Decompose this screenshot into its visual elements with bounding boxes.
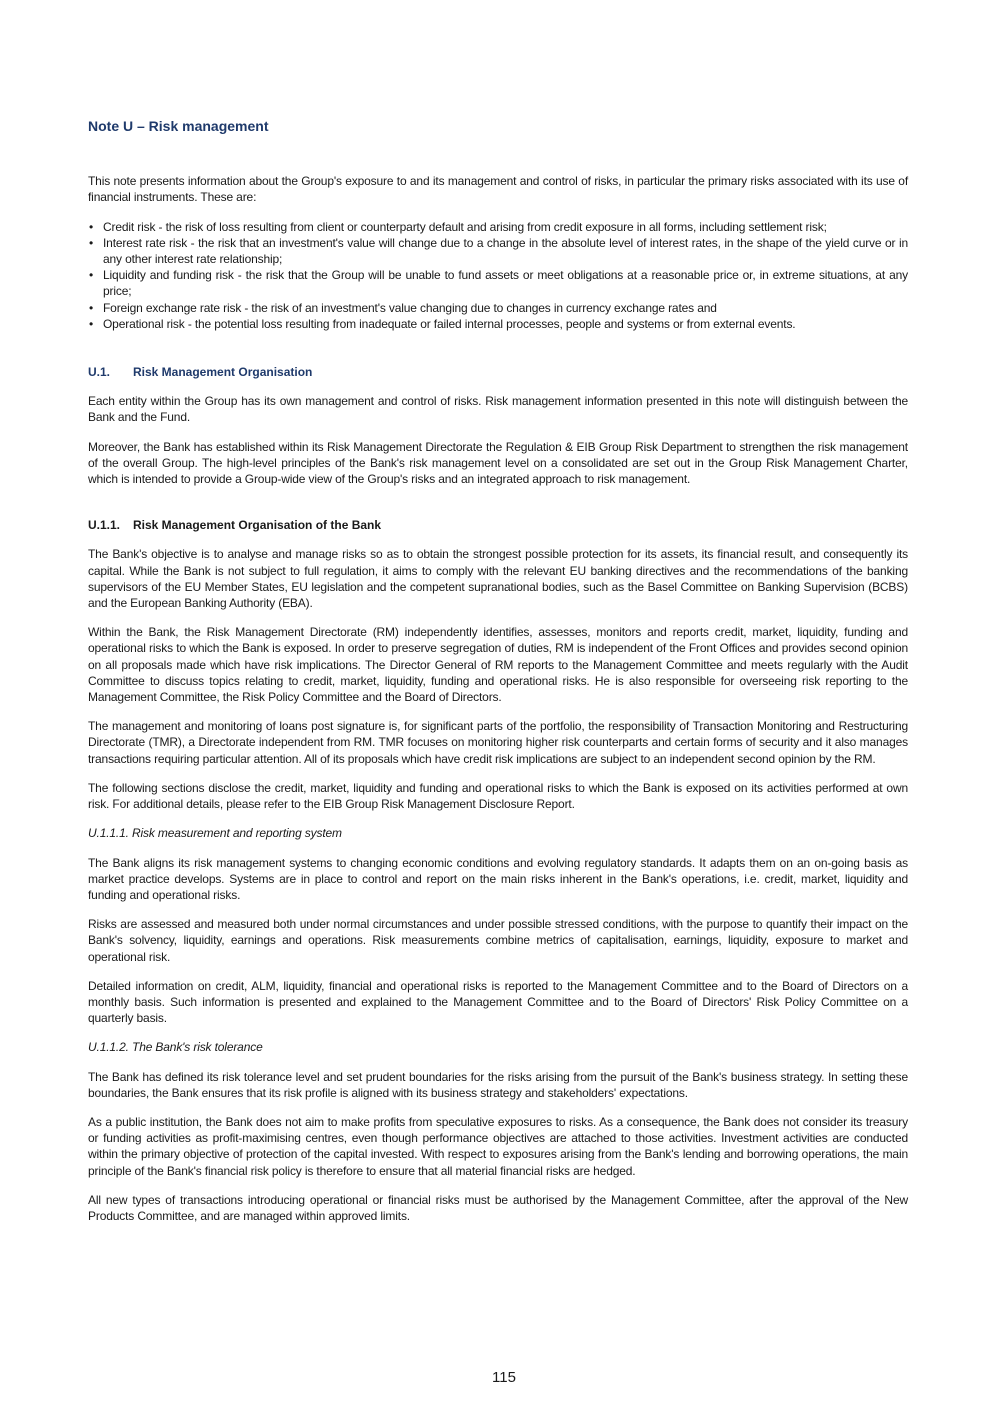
- page-number: 115: [492, 1369, 516, 1386]
- subsection-heading-u111: U.1.1.1. Risk measurement and reporting system: [88, 826, 342, 841]
- risk-list-item: • Credit risk - the risk of loss resulting from client or counterparty default and arising from credit exposure in all forms, including settlement risk;: [103, 219, 908, 235]
- section-number: U.1.1.: [88, 518, 121, 533]
- section-heading-u1: [88, 364, 908, 380]
- paragraph: The management and monitoring of loans post signature is, for significant parts of the portfolio, the responsibility of Transaction Monitoring and Restructuring Directorate (TMR), a Directorate independent from RM. TMR focuses on monitoring higher risk counterparts and certain forms of security and it also manages transactions requiring particular attention. All of its proposals which have credit risk implications are subject to an independent second opinion by the RM.: [88, 719, 908, 766]
- paragraph: Risks are assessed and measured both under normal circumstances and under possible stressed conditions, with the purpose to quantify their impact on the Bank's solvency, liquidity, earnings and operations. Risk measurements combine metrics of capitalisation, earnings, liquidity, exposure to market and operational risk.: [88, 917, 908, 964]
- section-number: U.1.: [88, 365, 111, 380]
- risk-list-item: • Operational risk - the potential loss resulting from inadequate or failed internal processes, people and systems or from external events.: [103, 316, 908, 332]
- paragraph: Moreover, the Bank has established within its Risk Management Directorate the Regulation & EIB Group Risk Department to strengthen the risk management of the overall Group. The high-level principles of the Bank's risk management level on a consolidated are set out in the Group Risk Management Charter, which is intended to provide a Group-wide view of the Group's risks and an integrated approach to risk management.: [88, 439, 908, 487]
- section-heading-u11: [88, 517, 908, 533]
- risk-list: [88, 219, 908, 332]
- paragraph: All new types of transactions introducing operational or financial risks must be authorised by the Management Committee, after the approval of the New Products Committee, and are managed within approved limits.: [88, 1192, 908, 1223]
- document-page: [88, 118, 908, 1237]
- risk-list-item: • Liquidity and funding risk - the risk that the Group will be unable to fund assets or meet obligations at a reasonable price or, in extreme situations, at any price;: [103, 267, 908, 299]
- paragraph: Within the Bank, the Risk Management Directorate (RM) independently identifies, assesses, monitors and reports credit, market, liquidity, funding and operational risks to which the Bank is exposed. In order to preserve segregation of duties, RM is independent of the Front Offices and provides second opinion on all proposals made which have risk implications. The Director General of RM reports to the Management Committee and meets regularly with the Audit Committee to discuss topics relating to credit, market, liquidity, funding and operational risks. He is also responsible for overseeing risk reporting to the Management Committee, the Risk Policy Committee and the Board of Directors.: [88, 625, 908, 705]
- intro-paragraph: This note presents information about the Group's exposure to and its management and control of risks, in particular the primary risks associated with its use of financial instruments. These are:: [88, 174, 908, 205]
- paragraph: The following sections disclose the credit, market, liquidity and funding and operational risks to which the Bank is exposed on its activities performed at own risk. For additional details, please refer to the EIB Group Risk Management Disclosure Report.: [88, 780, 908, 812]
- paragraph: Each entity within the Group has its own management and control of risks. Risk management information presented in this note will distinguish between the Bank and the Fund.: [88, 394, 908, 425]
- paragraph: The Bank aligns its risk management systems to changing economic conditions and evolving regulatory standards. It adapts them on an on-going basis as market practice develops. Systems are in place to control and report on the main risks inherent in the Bank's operations, i.e. credit, market, liquidity and funding and operational risks.: [88, 855, 908, 902]
- subsection-heading-u112: U.1.1.2. The Bank's risk tolerance: [88, 1040, 263, 1055]
- section-title: Risk Management Organisation of the Bank: [133, 518, 382, 533]
- paragraph: Detailed information on credit, ALM, liquidity, financial and operational risks is reported to the Management Committee and to the Board of Directors on a monthly basis. Such information is presented and explained to the Management Committee and to the Board of Directors' Risk Policy Committee on a quarterly basis.: [88, 978, 908, 1026]
- paragraph: As a public institution, the Bank does not aim to make profits from speculative exposures to risks. As a consequence, the Bank does not consider its treasury or funding activities as profit-maximising centres, even though performance objectives are attached to those activities. Investment activities are conducted within the primary objective of protection of the capital invested. With respect to exposures arising from the Bank's lending and borrowing operations, the main principle of the Bank's financial risk policy is therefore to ensure that all material financial risks are hedged.: [88, 1114, 908, 1178]
- note-title: Note U – Risk management: [88, 118, 269, 134]
- risk-list-item: • Foreign exchange rate risk - the risk of an investment's value changing due to changes in currency exchange rates and: [103, 300, 908, 316]
- section-title: Risk Management Organisation: [133, 365, 313, 380]
- risk-list-item: • Interest rate risk - the risk that an investment's value will change due to a change in the absolute level of interest rates, in the shape of the yield curve or in any other interest rate relationship;: [103, 235, 908, 267]
- paragraph: The Bank has defined its risk tolerance level and set prudent boundaries for the risks arising from the pursuit of the Bank's business strategy. In setting these boundaries, the Bank ensures that its risk profile is aligned with its business strategy and stakeholders' expectations.: [88, 1069, 908, 1100]
- paragraph: The Bank's objective is to analyse and manage risks so as to obtain the strongest possible protection for its assets, its financial result, and consequently its capital. While the Bank is not subject to full regulation, it aims to comply with the relevant EU banking directives and the recommendations of the banking supervisors of the EU Member States, EU legislation and the competent supranational bodies, such as the Basel Committee on Banking Supervision (BCBS) and the European Banking Authority (EBA).: [88, 547, 908, 611]
